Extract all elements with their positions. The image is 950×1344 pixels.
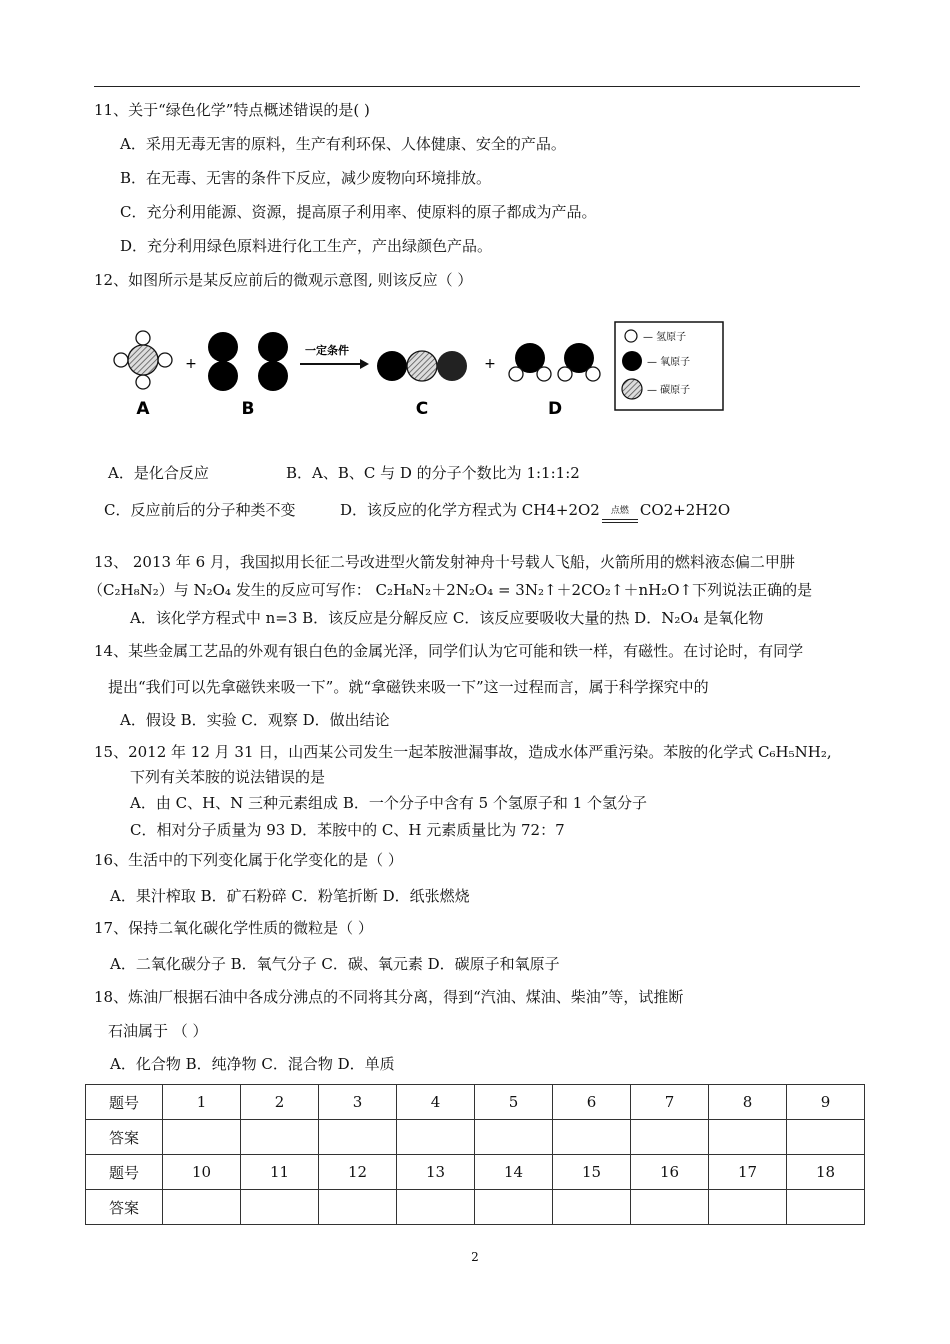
answer-cell[interactable] xyxy=(631,1190,709,1225)
molecule-b xyxy=(208,332,288,391)
legend-carbon: — 碳原子 xyxy=(647,385,691,396)
plus-2: + xyxy=(484,356,496,372)
question-number: 13 xyxy=(397,1155,475,1190)
q16-stem: 16、生活中的下列变化属于化学变化的是（ ） xyxy=(94,851,403,869)
q12-stem: 12、如图所示是某反应前后的微观示意图, 则该反应（ ） xyxy=(94,271,473,289)
q14-stem-line2: 提出“我们可以先拿磁铁来吸一下”。就“拿磁铁来吸一下”这一过程而言，属于科学探究中的 xyxy=(108,678,709,696)
question-number: 3 xyxy=(319,1085,397,1120)
table-row xyxy=(86,1155,865,1190)
answer-cell[interactable] xyxy=(631,1120,709,1155)
label-c: C xyxy=(415,399,429,419)
row-label-number: 题号 xyxy=(86,1155,163,1190)
q17-stem: 17、保持二氧化碳化学性质的微粒是（ ） xyxy=(94,919,373,937)
question-number: 11 xyxy=(241,1155,319,1190)
header-rule xyxy=(94,86,860,87)
reaction-condition: 点燃 xyxy=(600,501,640,521)
q11-option-a: A．采用无毒无害的原料，生产有利环保、人体健康、安全的产品。 xyxy=(120,135,566,153)
q17-options: A．二氧化碳分子 B．氧气分子 C．碳、氧元素 D．碳原子和氧原子 xyxy=(110,955,560,973)
q15-options-line1: A．由 C、H、N 三种元素组成 B．一个分子中含有 5 个氢原子和 1 个氢分子 xyxy=(130,794,648,812)
q13-stem-line2: （C₂H₈N₂）与 N₂O₄ 发生的反应可写作： C₂H₈N₂＋2N₂O₄ = 3N₂↑＋2CO₂↑＋nH₂O↑下列说法正确的是 xyxy=(88,581,813,599)
table-row xyxy=(86,1085,865,1120)
q15-stem-line2: 下列有关苯胺的说法错误的是 xyxy=(130,768,326,786)
question-number: 6 xyxy=(553,1085,631,1120)
question-number: 4 xyxy=(397,1085,475,1120)
legend xyxy=(615,322,723,410)
answer-cell[interactable] xyxy=(241,1190,319,1225)
question-number: 1 xyxy=(163,1085,241,1120)
question-number: 7 xyxy=(631,1085,709,1120)
label-d: D xyxy=(547,399,563,419)
answer-table xyxy=(85,1084,865,1225)
question-number: 12 xyxy=(319,1155,397,1190)
answer-cell[interactable] xyxy=(241,1120,319,1155)
legend-hydrogen: — 氢原子 xyxy=(643,332,687,343)
table-row xyxy=(86,1120,865,1155)
answer-cell[interactable] xyxy=(319,1190,397,1225)
q13-options: A．该化学方程式中 n=3 B．该反应是分解反应 C．该反应要吸收大量的热 D．N₂O₄ 是氧化物 xyxy=(130,609,764,627)
q12-option-c: C．反应前后的分子种类不变 xyxy=(104,501,296,519)
answer-cell[interactable] xyxy=(475,1190,553,1225)
molecule-d xyxy=(509,343,600,381)
q16-options: A．果汁榨取 B．矿石粉碎 C．粉笔折断 D．纸张燃烧 xyxy=(110,887,470,905)
row-label-answer: 答案 xyxy=(86,1190,163,1225)
q11-stem: 11、关于“绿色化学”特点概述错误的是( ) xyxy=(94,101,370,119)
question-number: 18 xyxy=(787,1155,865,1190)
q18-options: A．化合物 B．纯净物 C．混合物 D．单质 xyxy=(110,1055,395,1073)
legend-oxygen: — 氧原子 xyxy=(647,357,691,368)
q11-option-d: D．充分利用绿色原料进行化工生产，产出绿颜色产品。 xyxy=(120,237,493,255)
question-number: 14 xyxy=(475,1155,553,1190)
question-number: 2 xyxy=(241,1085,319,1120)
molecule-c xyxy=(377,351,467,381)
label-b: B xyxy=(241,399,255,419)
molecule-a xyxy=(114,331,172,389)
answer-cell[interactable] xyxy=(163,1190,241,1225)
answer-cell[interactable] xyxy=(787,1190,865,1225)
answer-cell[interactable] xyxy=(397,1120,475,1155)
q14-stem-line1: 14、某些金属工艺品的外观有银白色的金属光泽，同学们认为它可能和铁一样，有磁性。在讨论时，有同学 xyxy=(94,642,804,660)
q18-stem-line1: 18、炼油厂根据石油中各成分沸点的不同将其分离，得到“汽油、煤油、柴油”等，试推断 xyxy=(94,988,684,1006)
page-number: 2 xyxy=(471,1250,479,1264)
q15-stem-line1: 15、2012 年 12 月 31 日，山西某公司发生一起苯胺泄漏事故，造成水体严重污染。苯胺的化学式 C₆H₅NH₂, xyxy=(94,743,832,761)
q12-option-a: A．是化合反应 xyxy=(108,464,209,482)
answer-cell[interactable] xyxy=(475,1120,553,1155)
q12-option-d-left: D．该反应的化学方程式为 CH4+2O2 xyxy=(340,501,600,519)
answer-cell[interactable] xyxy=(319,1120,397,1155)
row-label-number: 题号 xyxy=(86,1085,163,1120)
label-a: A xyxy=(136,399,150,419)
arrow-condition: 一定条件 xyxy=(305,344,349,357)
q14-options: A．假设 B．实验 C．观察 D．做出结论 xyxy=(120,711,390,729)
q12-option-b: B．A、B、C 与 D 的分子个数比为 1:1:1:2 xyxy=(286,464,580,482)
q13-stem-line1: 13、 2013 年 6 月，我国拟用长征二号改进型火箭发射神舟十号载人飞船，火箭所用的燃料液态偏二甲肼 xyxy=(94,553,795,571)
plus-1: + xyxy=(185,356,197,372)
question-number: 15 xyxy=(553,1155,631,1190)
question-number: 8 xyxy=(709,1085,787,1120)
question-number: 16 xyxy=(631,1155,709,1190)
answer-cell[interactable] xyxy=(709,1120,787,1155)
q11-option-c: C．充分利用能源、资源，提高原子利用率、使原料的原子都成为产品。 xyxy=(120,203,597,221)
question-number: 9 xyxy=(787,1085,865,1120)
answer-cell[interactable] xyxy=(787,1120,865,1155)
q11-option-b: B．在无毒、无害的条件下反应，减少废物向环境排放。 xyxy=(120,169,492,187)
answer-cell[interactable] xyxy=(163,1120,241,1155)
answer-cell[interactable] xyxy=(709,1190,787,1225)
reaction-diagram xyxy=(105,320,725,420)
row-label-answer: 答案 xyxy=(86,1120,163,1155)
question-number: 17 xyxy=(709,1155,787,1190)
q12-option-d-right: CO2+2H2O xyxy=(639,501,731,519)
question-number: 10 xyxy=(163,1155,241,1190)
table-row xyxy=(86,1190,865,1225)
question-number: 5 xyxy=(475,1085,553,1120)
q12-option-d xyxy=(340,500,730,521)
answer-cell[interactable] xyxy=(553,1190,631,1225)
answer-cell[interactable] xyxy=(553,1120,631,1155)
answer-cell[interactable] xyxy=(397,1190,475,1225)
q18-stem-line2: 石油属于 （ ） xyxy=(108,1022,208,1040)
q15-options-line2: C．相对分子质量为 93 D．苯胺中的 C、H 元素质量比为 72：7 xyxy=(130,821,565,839)
arrow-head-icon xyxy=(360,359,369,369)
